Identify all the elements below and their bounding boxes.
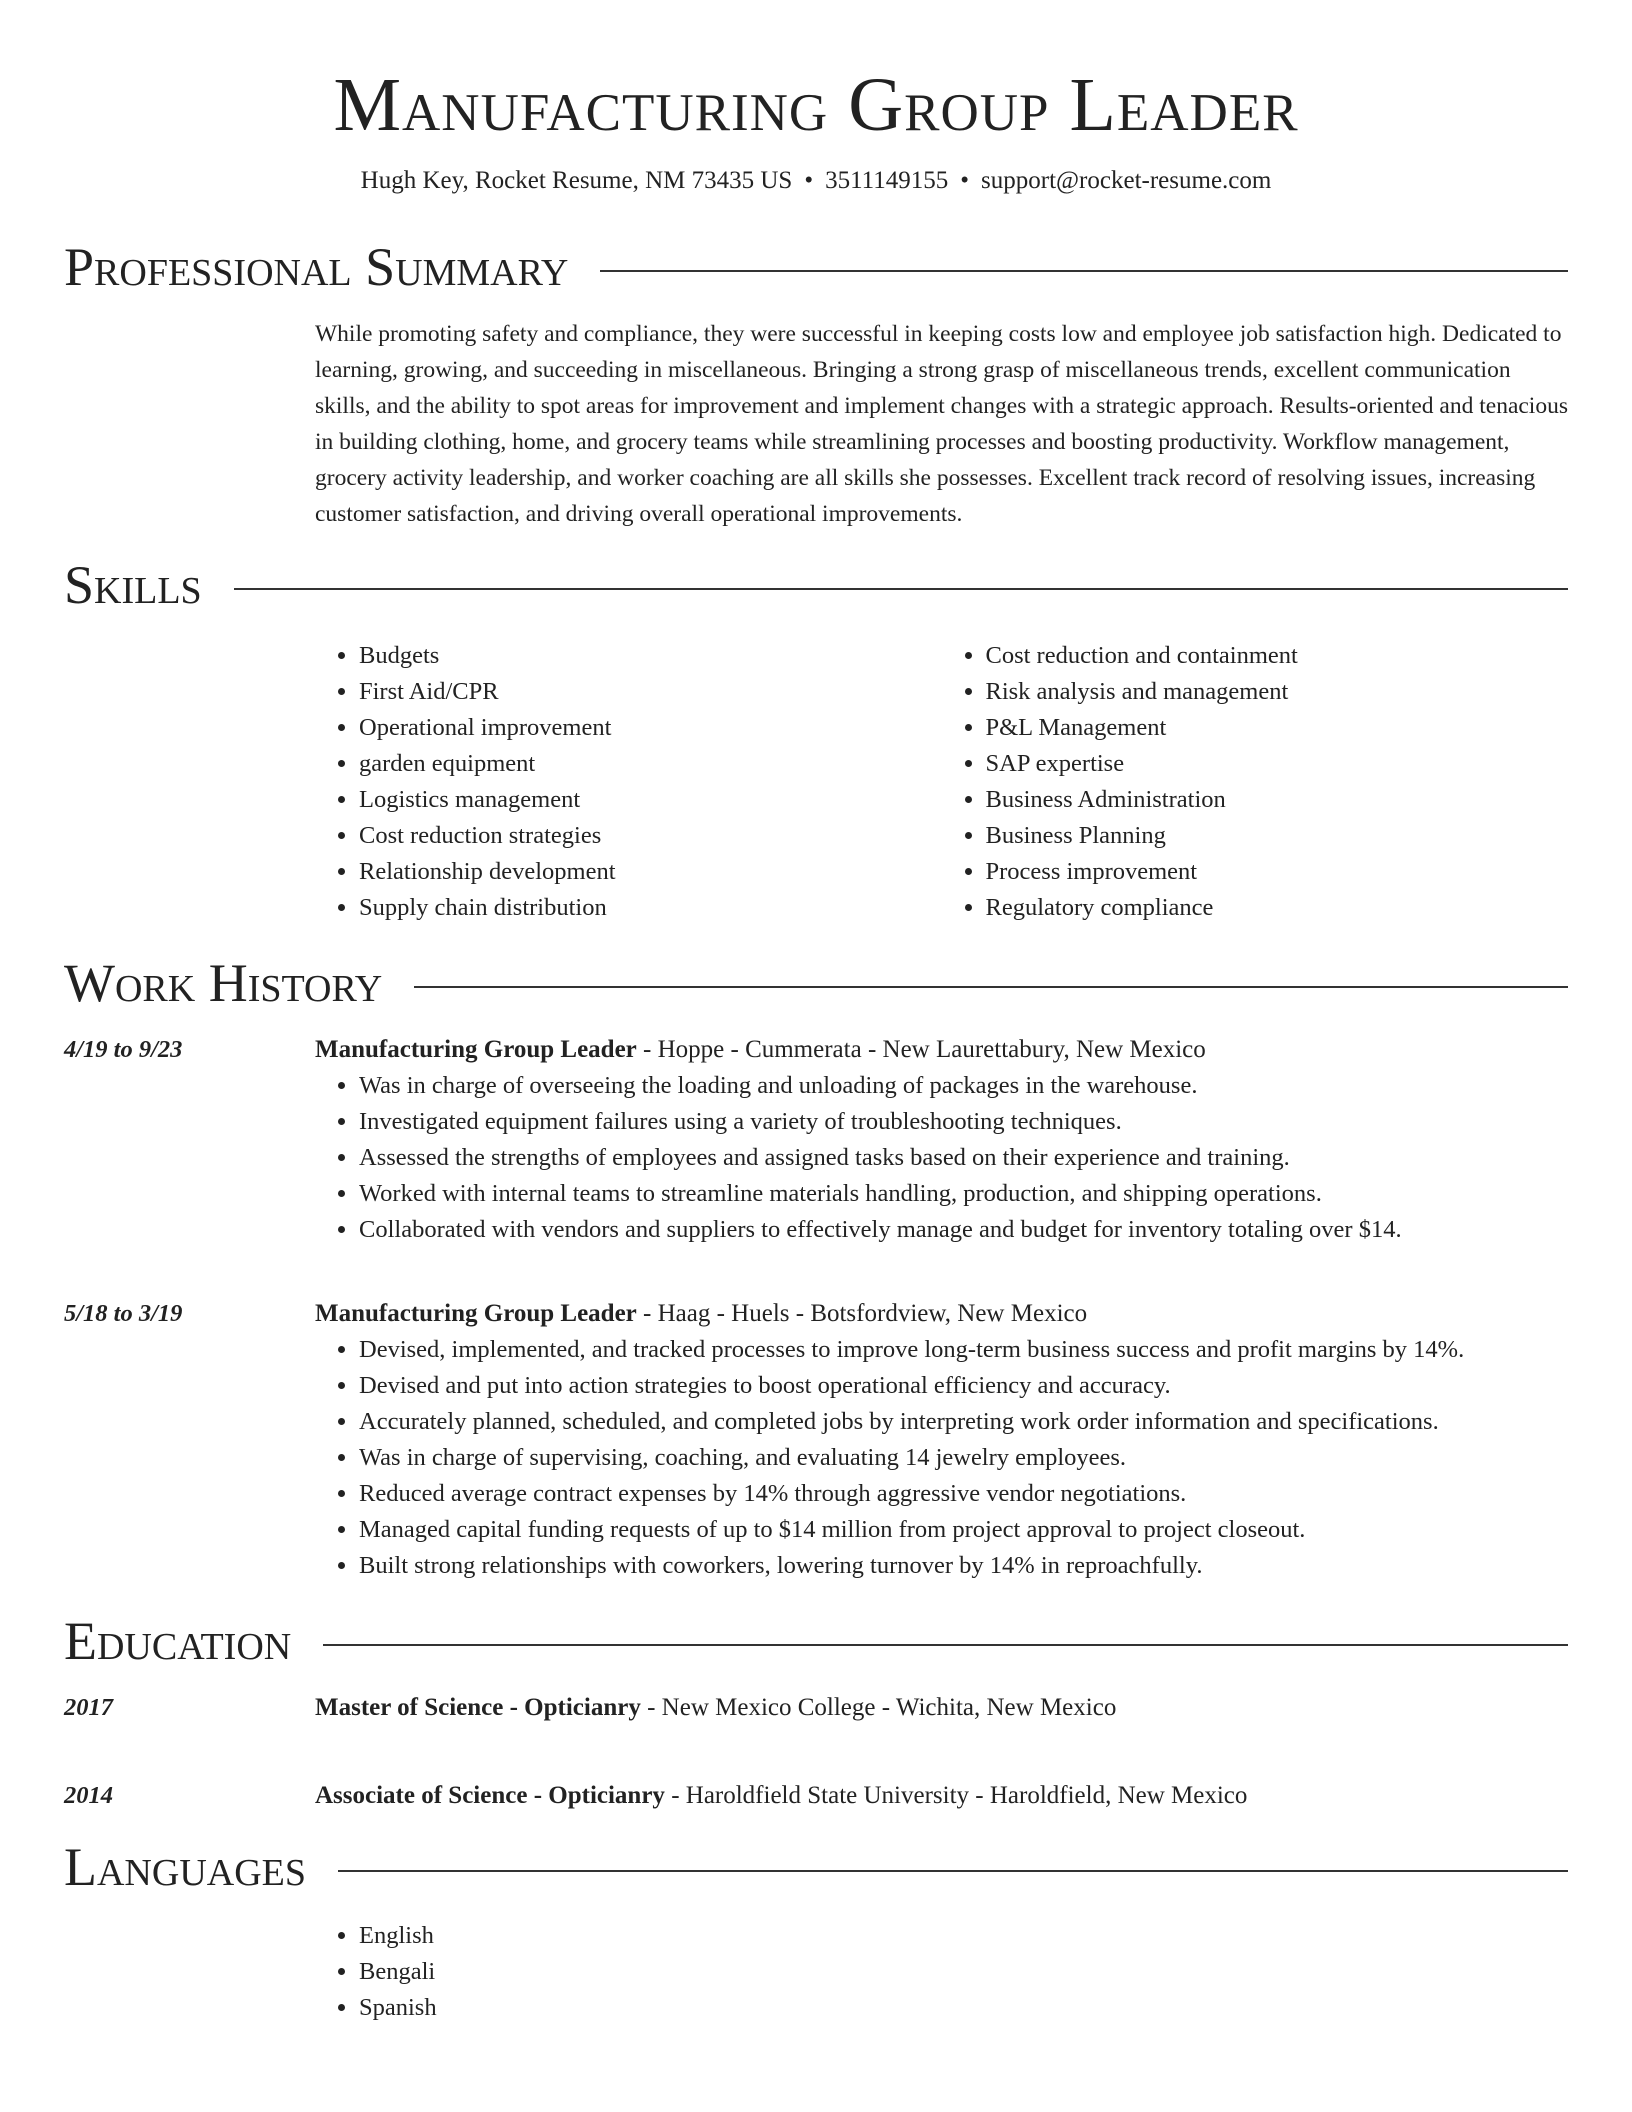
contact-separator: • [960,167,970,194]
skill-item: • garden equipment [359,746,942,782]
contact-phone: 3511149155 [825,167,949,194]
skills-section-title: Skills [64,555,202,615]
job-employer-location: - Hoppe - Cummerata - New Laurettabury, New Mexico [636,1036,1206,1063]
education-school: - New Mexico College - Wichita, New Mexico [640,1694,1117,1721]
skill-item: • Supply chain distribution [359,890,942,926]
job-title: Manufacturing Group Leader [315,1036,637,1063]
job-bullet: • Reduced average contract expenses by 14% through aggressive vendor negotiations. [359,1476,1568,1512]
section-divider [234,588,1568,590]
education-details [315,1690,1568,1726]
skill-item: • Regulatory compliance [986,890,1569,926]
education-year: 2017 [64,1694,113,1721]
job-dates: 5/18 to 3/19 [64,1300,183,1327]
job-bullet: • Worked with internal teams to streamline materials handling, production, and shipping operations. [359,1176,1568,1212]
skill-item: • Risk analysis and management [986,674,1569,710]
job-bullet: • Built strong relationships with coworkers, lowering turnover by 14% in reproachfully. [359,1548,1568,1584]
job-title-line [315,1296,1568,1332]
summary-section-title: Professional Summary [64,237,569,297]
work-history-list [64,1032,1568,1584]
education-entry [64,1690,1568,1726]
entry-spacer [64,1248,1568,1278]
skill-item: • Relationship development [359,854,942,890]
skill-item: • First Aid/CPR [359,674,942,710]
summary-section-header [64,236,1568,298]
job-bullet: • Managed capital funding requests of up to $14 million from project approval to project closeout. [359,1512,1568,1548]
skill-item: • Cost reduction strategies [359,818,942,854]
education-section-title: Education [64,1611,292,1671]
job-title: Manufacturing Group Leader [315,1300,637,1327]
skills-column-left [315,638,942,926]
languages-bullets [315,1918,1568,2026]
skill-item: • P&L Management [986,710,1569,746]
education-degree: Master of Science - Opticianry [315,1694,641,1721]
job-details [315,1296,1568,1584]
skills-column-right [942,638,1569,926]
candidate-name: Manufacturing Group Leader [333,63,1299,147]
job-employer-location: - Haag - Huels - Botsfordview, New Mexico [636,1300,1088,1327]
job-title-line [315,1032,1568,1068]
languages-section-header [64,1836,1568,1898]
language-item: • Bengali [359,1954,1568,1990]
skill-item: • Budgets [359,638,942,674]
skill-item: • Logistics management [359,782,942,818]
job-entry [64,1032,1568,1248]
job-bullets [315,1068,1568,1248]
job-dates: 4/19 to 9/23 [64,1036,183,1063]
job-bullet: • Accurately planned, scheduled, and completed jobs by interpreting work order information and specifications. [359,1404,1568,1440]
language-item: • Spanish [359,1990,1568,2026]
skill-item: • Business Administration [986,782,1569,818]
skill-item: • SAP expertise [986,746,1569,782]
section-divider [414,986,1568,988]
skill-item: • Process improvement [986,854,1569,890]
job-bullet: • Was in charge of overseeing the loading and unloading of packages in the warehouse. [359,1068,1568,1104]
entry-spacer [64,1726,1568,1760]
contact-email: support@rocket-resume.com [981,167,1272,194]
education-degree: Associate of Science - Opticianry [315,1782,665,1809]
contact-address: Hugh Key, Rocket Resume, NM 73435 US [360,167,793,194]
education-year: 2014 [64,1782,113,1809]
job-details [315,1032,1568,1248]
job-entry [64,1296,1568,1584]
skill-item: • Business Planning [986,818,1569,854]
section-divider [338,1870,1568,1872]
education-entry [64,1778,1568,1814]
job-bullet: • Devised, implemented, and tracked processes to improve long-term business success and profit margins by 14%. [359,1332,1568,1368]
education-list [64,1690,1568,1814]
education-school: - Haroldfield State University - Haroldfield, New Mexico [664,1782,1248,1809]
languages-section-title: Languages [64,1837,306,1897]
languages-list [315,1918,1568,2026]
job-bullet: • Devised and put into action strategies to boost operational efficiency and accuracy. [359,1368,1568,1404]
section-divider [600,270,1568,272]
summary-text: While promoting safety and compliance, they were successful in keeping costs low and employee job satisfaction high. Dedicated to learning, growing, and succeeding in miscellaneous. Bringing a strong grasp of miscellaneous trends, excellent communication skills, and the ability to spot areas for improvement and implement changes with a strategic approach. Results-oriented and tenacious in building clothing, home, and grocery teams while streamlining processes and boosting productivity. Workflow management, grocery activity leadership, and worker coaching are all skills she possesses. Excellent track record of resolving issues, increasing customer satisfaction, and driving overall operational improvements. [315,321,1568,527]
language-item: • English [359,1918,1568,1954]
education-section-header [64,1610,1568,1672]
job-bullet: • Collaborated with vendors and suppliers to effectively manage and budget for inventory totaling over $14. [359,1212,1568,1248]
resume-page [64,0,1568,2026]
job-bullet: • Was in charge of supervising, coaching, and evaluating 14 jewelry employees. [359,1440,1568,1476]
work-section-header [64,952,1568,1014]
skill-item: • Cost reduction and containment [986,638,1569,674]
work-section-title: Work History [64,953,383,1013]
skills-section-header [64,554,1568,616]
contact-separator: • [804,167,814,194]
job-bullet: • Assessed the strengths of employees and assigned tasks based on their experience and training. [359,1140,1568,1176]
job-bullet: • Investigated equipment failures using a variety of troubleshooting techniques. [359,1104,1568,1140]
skill-item: • Operational improvement [359,710,942,746]
skills-list [315,638,1568,926]
contact-line [64,164,1568,198]
education-details [315,1778,1568,1814]
job-bullets [315,1332,1568,1584]
section-divider [323,1644,1568,1646]
